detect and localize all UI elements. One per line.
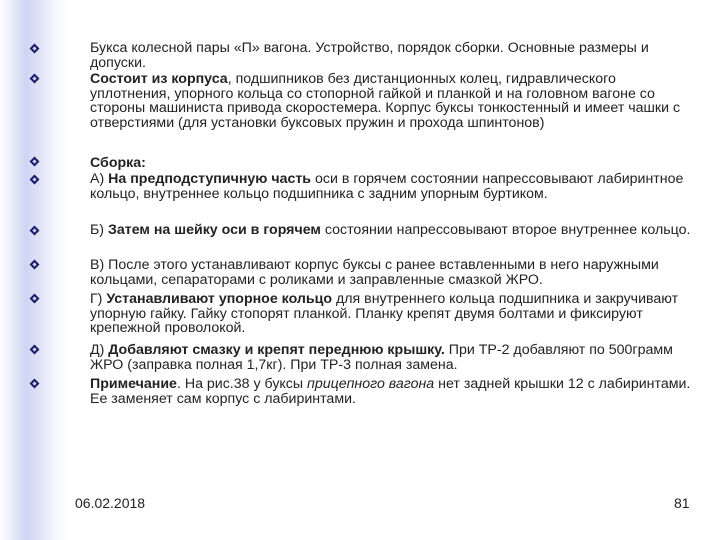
emphasis-bold: Состоит из корпуса bbox=[90, 71, 228, 87]
text-run: состоянии напрессовывают второе внутреннее кольцо. bbox=[320, 222, 691, 238]
text-run: Букса колесной пары «П» вагона. Устройство, порядок сборки. Основные размеры и допуски. bbox=[90, 40, 649, 71]
paragraph-7 bbox=[90, 292, 695, 336]
emphasis-bold: Устанавливают упорное кольцо bbox=[106, 291, 333, 307]
emphasis-bold: Затем на шейку оси в горячем bbox=[107, 222, 321, 238]
paragraph-8 bbox=[90, 343, 695, 372]
text-run: В) После этого устанавливают корпус буксы с ранее вставленными в него наружными кольцами, сепараторами с роликами и заправленные смазкой ЖРО. bbox=[90, 257, 659, 288]
text-run: Б) bbox=[90, 222, 108, 238]
footer-date: 06.02.2018 bbox=[75, 495, 146, 511]
text-run: нет задней крышки 12 с лабиринтами. Ее заменяет сам корпус с лабиринтами. bbox=[90, 376, 691, 407]
text-run: оси в горячем состоянии напрессовывают лабиринтное кольцо, внутреннее кольцо подшипника с задним упорным буртиком. bbox=[90, 171, 684, 202]
text-run: При ТР-2 добавляют по 500грамм ЖРО (заправка полная 1,7кг). При ТР-3 полная замена. bbox=[90, 342, 673, 373]
paragraph-1 bbox=[90, 41, 695, 70]
paragraph-3 bbox=[90, 156, 695, 171]
text-run: . На рис.38 у буксы bbox=[176, 376, 308, 392]
text-run: А) bbox=[90, 171, 109, 187]
paragraph-5 bbox=[90, 223, 695, 238]
text-run: Г) bbox=[90, 291, 107, 307]
text-run: для внутреннего кольца подшипника и закручивают упорную гайку. Гайку стопорят планкой. Планку крепят двумя болтами и фиксируют крепежной проволокой. bbox=[90, 291, 679, 337]
emphasis-italic: прицепного вагона bbox=[307, 376, 435, 392]
emphasis-bold: Примечание bbox=[90, 376, 177, 392]
paragraph-9 bbox=[90, 377, 695, 406]
footer-page-number: 81 bbox=[674, 495, 690, 511]
text-run: Д) bbox=[90, 342, 109, 358]
paragraph-2 bbox=[90, 72, 695, 130]
paragraph-6 bbox=[90, 258, 695, 287]
emphasis-bold: Сборка: bbox=[90, 155, 146, 171]
paragraph-4 bbox=[90, 172, 695, 201]
text-run: , подшипников без дистанционных колец, гидравлического уплотнения, упорного кольца со стопорной гайкой и планкой и на головном вагоне со стороны машиниста привода скоростемера. Корпус буксы тонкостенный и имеет чашки с отверстиями (для установки буксовых пружин и прохода шпинтонов) bbox=[90, 71, 681, 131]
emphasis-bold: Добавляют смазку и крепят переднюю крышку. bbox=[108, 342, 445, 358]
emphasis-bold: На предподступичную часть bbox=[108, 171, 312, 187]
